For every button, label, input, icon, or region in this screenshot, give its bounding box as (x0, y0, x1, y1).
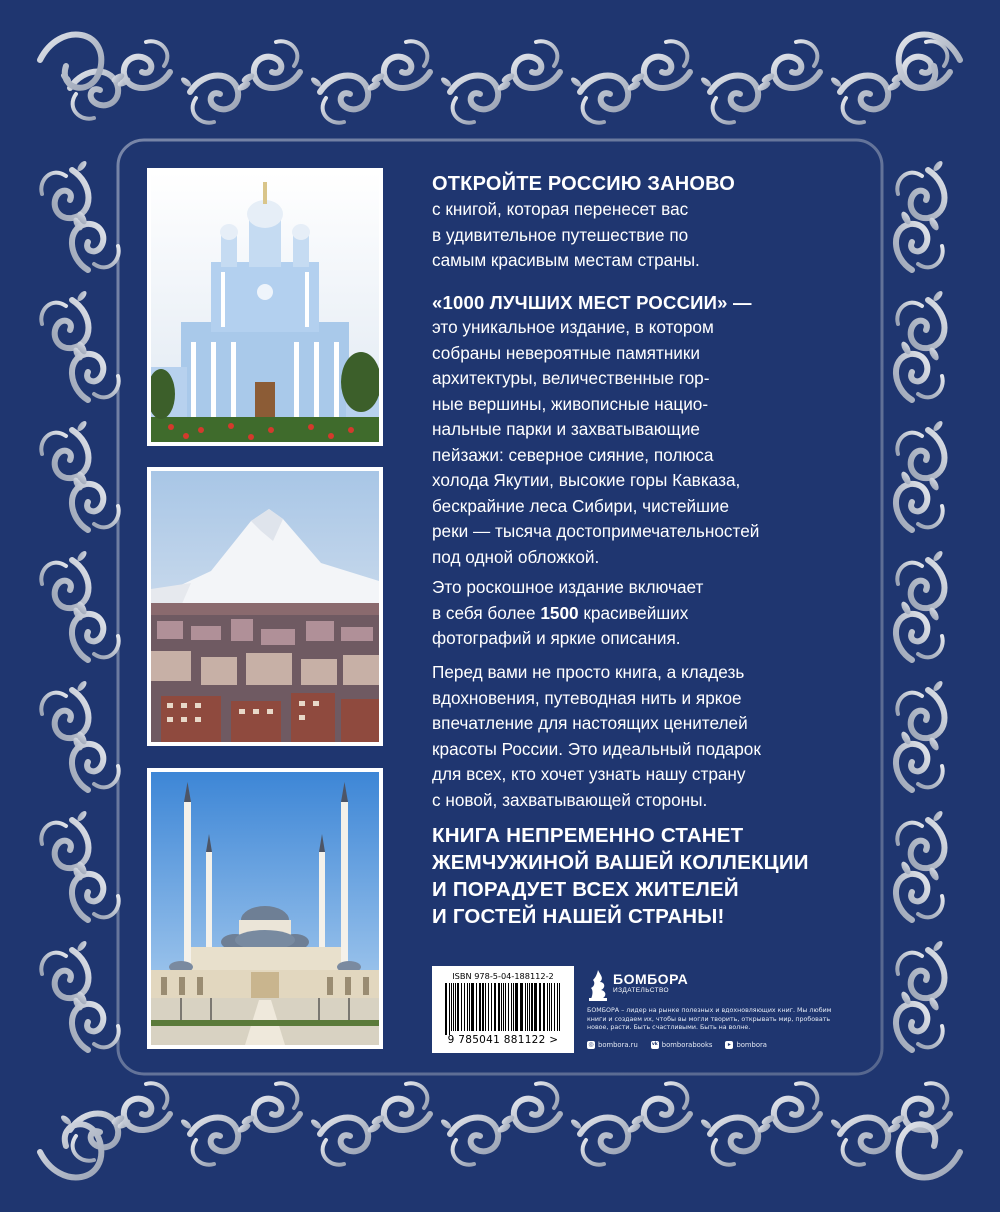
publisher-block (587, 966, 849, 1049)
publisher-subtitle: ИЗДАТЕЛЬСТВО (613, 987, 669, 994)
barcode-bar (527, 983, 528, 1031)
barcode-bar (551, 983, 552, 1031)
barcode-bar (543, 983, 545, 1031)
barcode-bar (503, 983, 504, 1031)
barcode-bar (520, 983, 523, 1031)
barcode-digits: 9 785041 881122 > (447, 1034, 559, 1046)
barcode-box (432, 966, 574, 1053)
publisher-description: БОМБОРА – лидер на рынке полезных и вдохновляющих книг. Мы любим книги и создаем их, чтобы вы могли творить, открывать мир, пробовать новое, расти. Быть счастливыми. Быть на волне. (587, 1007, 832, 1032)
vk-icon: vk (651, 1041, 658, 1047)
barcode-bar (534, 983, 537, 1031)
description-block (432, 290, 852, 570)
photos-line-post: красивейших (578, 602, 689, 623)
barcode-bar (464, 983, 465, 1031)
closing-line: ЖЕМЧУЖИНОЙ ВАШЕЙ КОЛЛЕКЦИИ (432, 851, 809, 874)
intro-line: в удивительное путешествие по (432, 224, 689, 245)
barcode-bar (461, 983, 462, 1031)
barcode-bar (513, 983, 514, 1031)
closing-block (432, 822, 852, 930)
bombora-logo-icon (587, 968, 609, 1002)
youtube-icon: ▸ (725, 1041, 733, 1049)
social-label: bombora.ru (598, 1040, 638, 1049)
cathedral-photo (147, 168, 383, 446)
social-label: bombora (736, 1040, 767, 1049)
barcode-bar (491, 983, 492, 1031)
photos-count: 1500 (540, 602, 579, 623)
barcode-bar (479, 983, 481, 1031)
book-title-line: «1000 ЛУЧШИХ МЕСТ РОССИИ» — (432, 292, 752, 313)
barcode-bar (488, 983, 489, 1031)
barcode-bar (485, 983, 486, 1031)
isbn-text: ISBN 978-5-04-188112-2 (452, 971, 554, 981)
social-label: bomborabooks (661, 1040, 713, 1049)
barcode-bar (476, 983, 477, 1031)
description-line: архитектуры, величественные гор- (432, 368, 710, 388)
barcode-bar (469, 983, 470, 1031)
gift-line: для всех, кто хочет узнать нашу страну (432, 764, 746, 784)
barcode-bar (547, 983, 548, 1031)
gift-line: вдохновения, путеводная нить и яркое (432, 687, 742, 708)
barcode-bar (451, 983, 452, 1031)
photos-line-pre: в себя более (432, 602, 541, 623)
gift-line: впечатление для настоящих ценителей (432, 713, 748, 733)
barcode-bar (455, 983, 456, 1031)
barcode-bar (515, 983, 518, 1031)
gift-line: с новой, захватывающей стороны. (432, 789, 708, 810)
barcode-bar (511, 983, 512, 1031)
barcode-bar (539, 983, 541, 1031)
publisher-name: БОМБОРА (613, 971, 689, 987)
barcode-bar (453, 983, 454, 1031)
barcode-bar (505, 983, 506, 1031)
barcode-bar (494, 983, 496, 1031)
closing-line: КНИГА НЕПРЕМЕННО СТАНЕТ (432, 824, 744, 847)
barcode-bar (549, 983, 550, 1031)
barcode-bar (531, 983, 533, 1031)
social-youtube[interactable] (725, 1041, 767, 1049)
description-line: нальные парки и захватывающие (432, 419, 700, 439)
description-line: это уникальное издание, в котором (432, 317, 714, 337)
description-line: ные вершины, живописные нацио- (432, 393, 709, 414)
web-icon: ◎ (588, 1040, 594, 1048)
intro-line: с книгой, которая перенесет вас (432, 199, 689, 219)
description-line: холода Якутии, высокие горы Кавказа, (432, 470, 741, 490)
barcode-bar (445, 983, 447, 1035)
barcode-bar (501, 983, 502, 1031)
publisher-socials (587, 1041, 849, 1049)
barcode-bar (508, 983, 509, 1031)
intro-block (432, 172, 852, 274)
volcano-city-photo (147, 467, 383, 746)
barcode-bar (525, 983, 526, 1031)
barcode-bar (467, 983, 468, 1031)
description-line: пейзажи: северное сияние, полюса (432, 444, 714, 465)
description-line: реки — тысяча достопримечательностей (432, 521, 760, 541)
barcode-bars (441, 983, 565, 1035)
barcode-bar (498, 983, 500, 1031)
publisher-logo (587, 966, 849, 1004)
description-line: под одной обложкой. (432, 546, 600, 567)
photos-line: Это роскошное издание включает (432, 577, 704, 597)
barcode-bar (529, 983, 530, 1031)
closing-line: И ПОРАДУЕТ ВСЕХ ЖИТЕЛЕЙ (432, 878, 739, 901)
intro-headline: ОТКРОЙТЕ РОССИЮ ЗАНОВО (432, 173, 736, 195)
barcode-bar (557, 983, 558, 1031)
gift-line: Перед вами не просто книга, а кладезь (432, 662, 745, 682)
barcode-bar (559, 983, 560, 1031)
social-vk[interactable] (651, 1041, 713, 1049)
gift-block (432, 660, 852, 813)
description-line: собраны невероятные памятники (432, 342, 701, 363)
barcode-bar (471, 983, 474, 1031)
barcode-bar (449, 983, 450, 1035)
intro-line: самым красивым местам страны. (432, 250, 700, 270)
closing-line: И ГОСТЕЙ НАШЕЙ СТРАНЫ! (432, 905, 725, 928)
social-website[interactable] (587, 1041, 638, 1049)
mosque-photo (147, 768, 383, 1049)
description-line: бескрайние леса Сибири, чистейшие (432, 495, 730, 516)
barcode-bar (457, 983, 459, 1031)
photos-count-block (432, 575, 852, 652)
barcode-bar (554, 983, 555, 1031)
barcode-bar (482, 983, 484, 1031)
photos-line (432, 601, 852, 627)
photos-line: фотографий и яркие описания. (432, 628, 681, 648)
gift-line: красоты России. Это идеальный подарок (432, 738, 761, 759)
